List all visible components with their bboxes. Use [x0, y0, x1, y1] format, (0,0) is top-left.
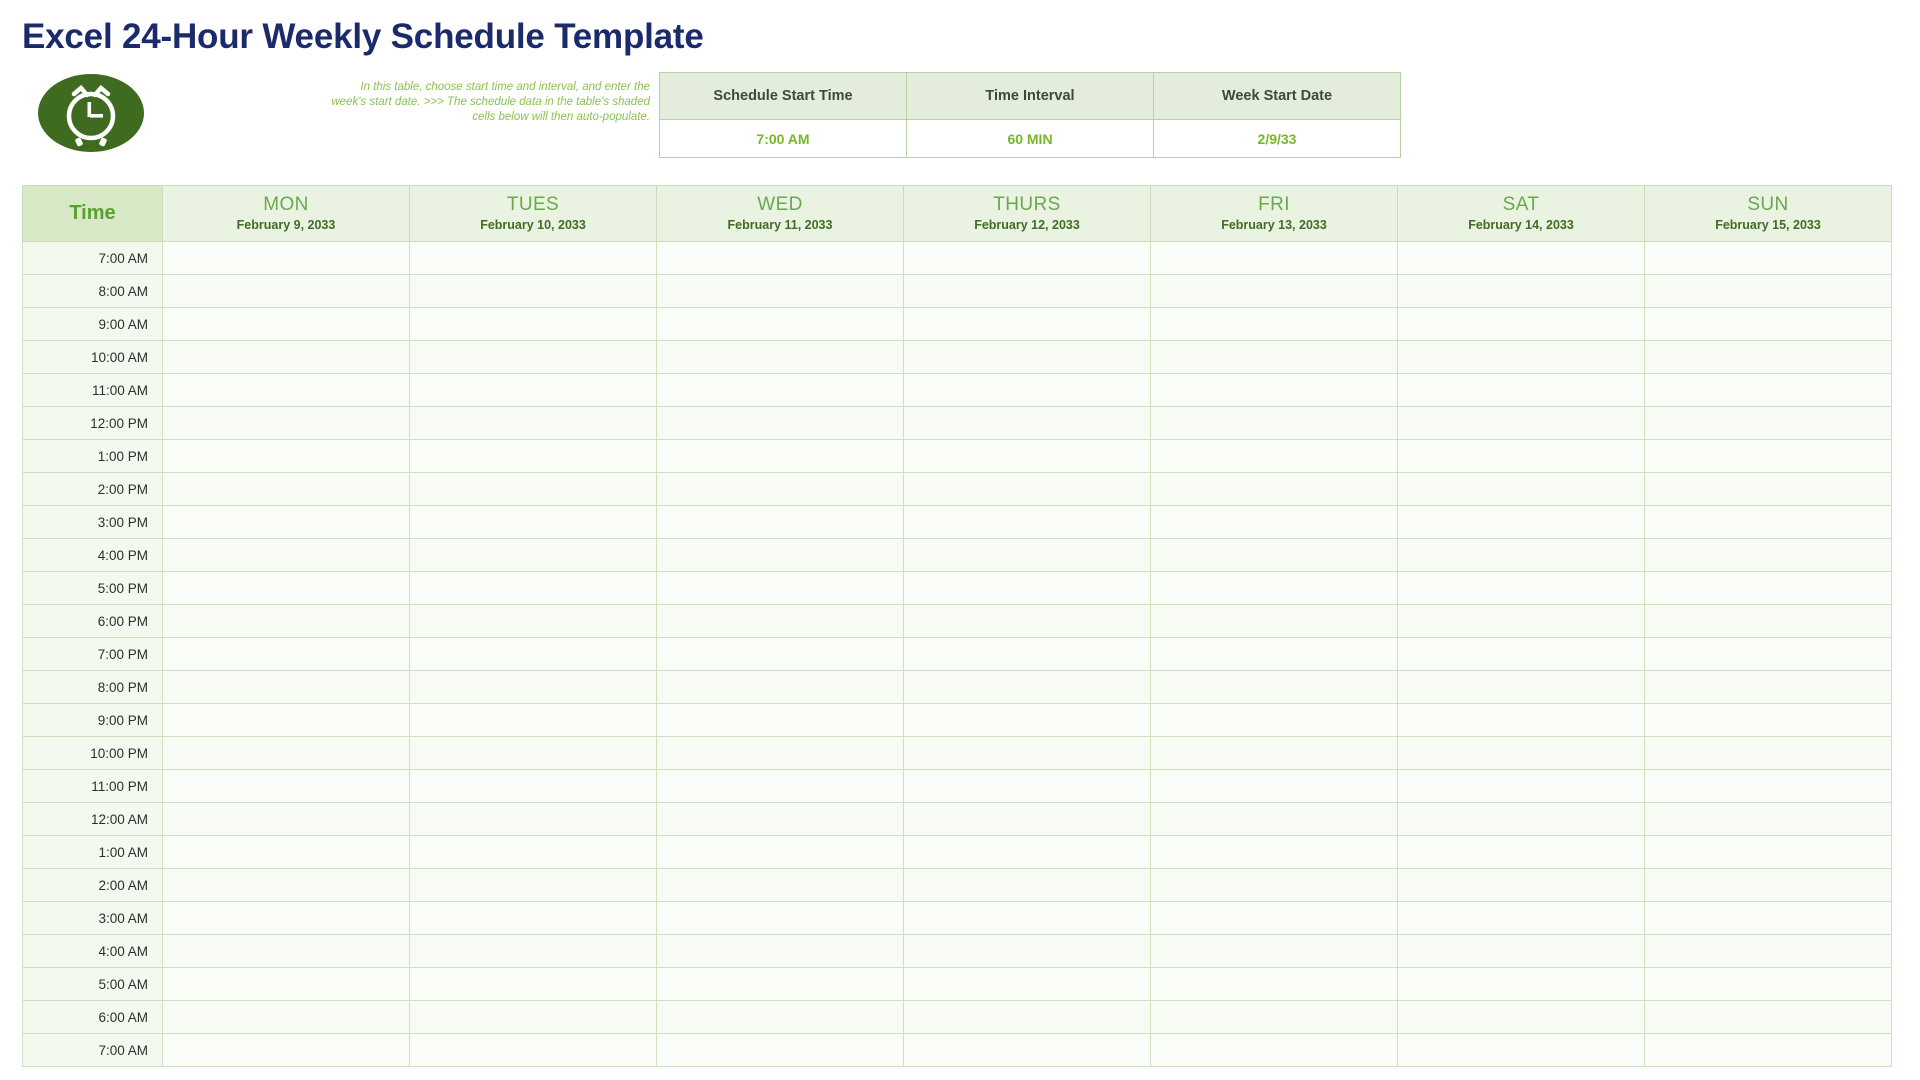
schedule-slot[interactable]	[657, 1034, 904, 1067]
time-label: 11:00 PM	[23, 770, 163, 803]
day-name-fri: FRI	[1258, 194, 1290, 216]
schedule-slot[interactable]	[1645, 473, 1892, 506]
schedule-slot[interactable]	[410, 770, 657, 803]
schedule-slot[interactable]	[1398, 440, 1645, 473]
schedule-slot[interactable]	[1398, 374, 1645, 407]
schedule-slot[interactable]	[1151, 1001, 1398, 1034]
schedule-slot[interactable]	[1398, 407, 1645, 440]
day-date-fri: February 13, 2033	[1221, 217, 1327, 232]
schedule-slot[interactable]	[1398, 638, 1645, 671]
schedule-slot[interactable]	[904, 968, 1151, 1001]
table-row	[23, 803, 1892, 836]
schedule-slot[interactable]	[1151, 473, 1398, 506]
schedule-slot[interactable]	[657, 539, 904, 572]
schedule-slot[interactable]	[904, 605, 1151, 638]
schedule-slot[interactable]	[904, 440, 1151, 473]
day-name-mon: MON	[263, 194, 309, 216]
schedule-slot[interactable]	[163, 275, 410, 308]
day-header-mon	[163, 186, 410, 242]
schedule-slot[interactable]	[410, 803, 657, 836]
schedule-slot[interactable]	[904, 1001, 1151, 1034]
schedule-slot[interactable]	[657, 572, 904, 605]
schedule-slot[interactable]	[1645, 803, 1892, 836]
schedule-slot[interactable]	[904, 704, 1151, 737]
day-date-sat: February 14, 2033	[1468, 217, 1574, 232]
time-label: 5:00 PM	[23, 572, 163, 605]
settings-header-interval: Time Interval	[907, 73, 1154, 120]
schedule-slot[interactable]	[163, 1001, 410, 1034]
schedule-slot[interactable]	[1645, 1034, 1892, 1067]
schedule-slot[interactable]	[1398, 869, 1645, 902]
time-label: 11:00 AM	[23, 374, 163, 407]
time-label: 7:00 PM	[23, 638, 163, 671]
schedule-slot[interactable]	[657, 737, 904, 770]
schedule-slot[interactable]	[657, 1001, 904, 1034]
schedule-slot[interactable]	[410, 275, 657, 308]
schedule-slot[interactable]	[904, 407, 1151, 440]
schedule-slot[interactable]	[1398, 605, 1645, 638]
schedule-slot[interactable]	[163, 1034, 410, 1067]
time-label: 4:00 PM	[23, 539, 163, 572]
table-row	[23, 671, 1892, 704]
day-name-sat: SAT	[1502, 194, 1540, 216]
schedule-slot[interactable]	[163, 506, 410, 539]
table-row	[23, 902, 1892, 935]
schedule-slot[interactable]	[1645, 440, 1892, 473]
schedule-slot[interactable]	[1151, 275, 1398, 308]
time-label: 6:00 AM	[23, 1001, 163, 1034]
schedule-slot[interactable]	[1151, 770, 1398, 803]
schedule-slot[interactable]	[1398, 737, 1645, 770]
time-label: 1:00 AM	[23, 836, 163, 869]
settings-header-row	[660, 73, 1401, 120]
table-row	[23, 407, 1892, 440]
day-date-thurs: February 12, 2033	[974, 217, 1080, 232]
time-label: 1:00 PM	[23, 440, 163, 473]
time-label: 6:00 PM	[23, 605, 163, 638]
schedule-slot[interactable]	[657, 671, 904, 704]
schedule-slot[interactable]	[1398, 770, 1645, 803]
schedule-slot[interactable]	[904, 308, 1151, 341]
table-row	[23, 737, 1892, 770]
day-header-fri	[1151, 186, 1398, 242]
schedule-slot[interactable]	[410, 242, 657, 275]
schedule-slot[interactable]	[1398, 704, 1645, 737]
schedule-slot[interactable]	[1645, 242, 1892, 275]
schedule-slot[interactable]	[904, 803, 1151, 836]
schedule-slot[interactable]	[1151, 572, 1398, 605]
table-row	[23, 638, 1892, 671]
schedule-slot[interactable]	[410, 440, 657, 473]
schedule-slot[interactable]	[410, 968, 657, 1001]
time-label: 5:00 AM	[23, 968, 163, 1001]
schedule-slot[interactable]	[1398, 803, 1645, 836]
schedule-slot[interactable]	[1151, 968, 1398, 1001]
schedule-slot[interactable]	[1398, 935, 1645, 968]
schedule-slot[interactable]	[163, 605, 410, 638]
schedule-slot[interactable]	[1398, 671, 1645, 704]
schedule-slot[interactable]	[904, 836, 1151, 869]
schedule-slot[interactable]	[410, 836, 657, 869]
schedule-slot[interactable]	[1151, 704, 1398, 737]
table-row	[23, 605, 1892, 638]
schedule-slot[interactable]	[1151, 836, 1398, 869]
schedule-slot[interactable]	[1645, 308, 1892, 341]
table-row	[23, 869, 1892, 902]
time-label: 10:00 PM	[23, 737, 163, 770]
schedule-slot[interactable]	[1398, 473, 1645, 506]
schedule-slot[interactable]	[410, 1001, 657, 1034]
schedule-slot[interactable]	[904, 242, 1151, 275]
settings-header-start-time: Schedule Start Time	[660, 73, 907, 120]
table-row	[23, 935, 1892, 968]
time-label: 8:00 PM	[23, 671, 163, 704]
schedule-slot[interactable]	[1398, 275, 1645, 308]
day-header-wed	[657, 186, 904, 242]
schedule-slot[interactable]	[410, 869, 657, 902]
schedule-slot[interactable]	[163, 770, 410, 803]
schedule-slot[interactable]	[1398, 836, 1645, 869]
schedule-slot[interactable]	[410, 737, 657, 770]
time-label: 8:00 AM	[23, 275, 163, 308]
schedule-slot[interactable]	[657, 242, 904, 275]
instructions-note: In this table, choose start time and interval, and enter the week's start date. >>> The schedule data in the table's shaded cells below will then auto-populate.	[331, 81, 650, 124]
schedule-slot[interactable]	[1645, 869, 1892, 902]
schedule-slot[interactable]	[1151, 440, 1398, 473]
schedule-slot[interactable]	[904, 671, 1151, 704]
schedule-slot[interactable]	[657, 869, 904, 902]
schedule-slot[interactable]	[1645, 374, 1892, 407]
schedule-slot[interactable]	[904, 341, 1151, 374]
schedule-slot[interactable]	[1645, 737, 1892, 770]
schedule-slot[interactable]	[163, 539, 410, 572]
schedule-slot[interactable]	[904, 1034, 1151, 1067]
table-row	[23, 836, 1892, 869]
schedule-slot[interactable]	[410, 473, 657, 506]
schedule-slot[interactable]	[163, 374, 410, 407]
schedule-slot[interactable]	[1151, 374, 1398, 407]
schedule-slot[interactable]	[163, 572, 410, 605]
schedule-slot[interactable]	[1398, 308, 1645, 341]
schedule-slot[interactable]	[1398, 242, 1645, 275]
schedule-slot[interactable]	[1151, 737, 1398, 770]
week-start-date-value[interactable]: 2/9/33	[1154, 120, 1401, 158]
day-date-sun: February 15, 2033	[1715, 217, 1821, 232]
day-date-tues: February 10, 2033	[480, 217, 586, 232]
time-label: 7:00 AM	[23, 1034, 163, 1067]
time-label: 2:00 PM	[23, 473, 163, 506]
alarm-clock-icon	[36, 72, 146, 154]
schedule-slot[interactable]	[657, 704, 904, 737]
time-label: 9:00 AM	[23, 308, 163, 341]
schedule-slot[interactable]	[1151, 242, 1398, 275]
table-row	[23, 374, 1892, 407]
time-column-header: Time	[23, 186, 163, 242]
settings-header-week-start: Week Start Date	[1154, 73, 1401, 120]
schedule-slot[interactable]	[1645, 407, 1892, 440]
schedule-slot[interactable]	[904, 473, 1151, 506]
schedule-slot[interactable]	[657, 440, 904, 473]
time-interval-value[interactable]: 60 MIN	[907, 120, 1154, 158]
schedule-slot[interactable]	[1645, 902, 1892, 935]
schedule-slot[interactable]	[410, 539, 657, 572]
day-date-wed: February 11, 2033	[727, 217, 833, 232]
schedule-slot[interactable]	[1398, 902, 1645, 935]
table-row	[23, 572, 1892, 605]
table-row	[23, 1034, 1892, 1067]
schedule-slot[interactable]	[1398, 1001, 1645, 1034]
schedule-slot[interactable]	[1645, 770, 1892, 803]
schedule-slot[interactable]	[410, 374, 657, 407]
schedule-slot[interactable]	[1151, 308, 1398, 341]
schedule-slot[interactable]	[163, 407, 410, 440]
schedule-slot[interactable]	[163, 473, 410, 506]
schedule-slot[interactable]	[657, 473, 904, 506]
schedule-slot[interactable]	[657, 506, 904, 539]
schedule-slot[interactable]	[163, 869, 410, 902]
schedule-slot[interactable]	[1151, 638, 1398, 671]
table-row	[23, 308, 1892, 341]
schedule-slot[interactable]	[1398, 1034, 1645, 1067]
schedule-slot[interactable]	[410, 572, 657, 605]
schedule-slot[interactable]	[657, 275, 904, 308]
schedule-slot[interactable]	[657, 836, 904, 869]
schedule-slot[interactable]	[163, 737, 410, 770]
schedule-slot[interactable]	[1151, 407, 1398, 440]
schedule-slot[interactable]	[410, 704, 657, 737]
schedule-slot[interactable]	[904, 869, 1151, 902]
day-header-sat	[1398, 186, 1645, 242]
schedule-slot[interactable]	[410, 671, 657, 704]
schedule-slot[interactable]	[1645, 275, 1892, 308]
day-header-sun	[1645, 186, 1892, 242]
schedule-start-time-value[interactable]: 7:00 AM	[660, 120, 907, 158]
schedule-slot[interactable]	[163, 968, 410, 1001]
day-name-thurs: THURS	[993, 194, 1061, 216]
schedule-slot[interactable]	[1645, 836, 1892, 869]
schedule-slot[interactable]	[657, 935, 904, 968]
table-row	[23, 1001, 1892, 1034]
schedule-slot[interactable]	[410, 308, 657, 341]
table-row	[23, 440, 1892, 473]
table-row	[23, 704, 1892, 737]
schedule-slot[interactable]	[1151, 935, 1398, 968]
table-row	[23, 341, 1892, 374]
schedule-slot[interactable]	[1645, 572, 1892, 605]
schedule-slot[interactable]	[904, 572, 1151, 605]
schedule-slot[interactable]	[410, 935, 657, 968]
time-label: 7:00 AM	[23, 242, 163, 275]
time-label: 3:00 PM	[23, 506, 163, 539]
schedule-slot[interactable]	[1398, 968, 1645, 1001]
schedule-slot[interactable]	[163, 836, 410, 869]
schedule-slot[interactable]	[904, 935, 1151, 968]
settings-value-row	[660, 120, 1401, 158]
schedule-slot[interactable]	[657, 638, 904, 671]
page-title: Excel 24-Hour Weekly Schedule Template	[22, 17, 704, 56]
schedule-slot[interactable]	[410, 605, 657, 638]
schedule-body	[23, 242, 1892, 1067]
time-label: 3:00 AM	[23, 902, 163, 935]
schedule-slot[interactable]	[1645, 539, 1892, 572]
schedule-slot[interactable]	[410, 638, 657, 671]
day-header-tues	[410, 186, 657, 242]
schedule-slot[interactable]	[163, 671, 410, 704]
schedule-slot[interactable]	[410, 341, 657, 374]
table-row	[23, 506, 1892, 539]
schedule-slot[interactable]	[163, 704, 410, 737]
schedule-slot[interactable]	[1645, 605, 1892, 638]
schedule-slot[interactable]	[1645, 638, 1892, 671]
schedule-slot[interactable]	[1151, 605, 1398, 638]
table-row	[23, 539, 1892, 572]
weekly-schedule-table	[22, 185, 1892, 1067]
schedule-slot[interactable]	[1151, 539, 1398, 572]
day-header-thurs	[904, 186, 1151, 242]
settings-table	[659, 72, 1401, 158]
schedule-slot[interactable]	[1398, 341, 1645, 374]
schedule-slot[interactable]	[1645, 935, 1892, 968]
schedule-header-row	[23, 186, 1892, 242]
schedule-slot[interactable]	[1151, 869, 1398, 902]
schedule-slot[interactable]	[904, 374, 1151, 407]
table-row	[23, 275, 1892, 308]
schedule-slot[interactable]	[904, 737, 1151, 770]
table-row	[23, 473, 1892, 506]
schedule-slot[interactable]	[410, 506, 657, 539]
schedule-slot[interactable]	[1151, 1034, 1398, 1067]
table-row	[23, 968, 1892, 1001]
schedule-slot[interactable]	[163, 935, 410, 968]
schedule-slot[interactable]	[410, 407, 657, 440]
schedule-slot[interactable]	[163, 440, 410, 473]
schedule-slot[interactable]	[163, 902, 410, 935]
time-label: 10:00 AM	[23, 341, 163, 374]
schedule-slot[interactable]	[904, 638, 1151, 671]
time-label: 9:00 PM	[23, 704, 163, 737]
schedule-slot[interactable]	[1151, 803, 1398, 836]
schedule-slot[interactable]	[904, 506, 1151, 539]
schedule-slot[interactable]	[1645, 341, 1892, 374]
schedule-slot[interactable]	[1151, 902, 1398, 935]
schedule-slot[interactable]	[410, 902, 657, 935]
day-name-tues: TUES	[506, 194, 560, 216]
schedule-slot[interactable]	[904, 539, 1151, 572]
schedule-slot[interactable]	[657, 407, 904, 440]
schedule-slot[interactable]	[1645, 1001, 1892, 1034]
schedule-slot[interactable]	[1645, 968, 1892, 1001]
schedule-slot[interactable]	[904, 770, 1151, 803]
schedule-slot[interactable]	[1645, 704, 1892, 737]
schedule-slot[interactable]	[163, 803, 410, 836]
schedule-slot[interactable]	[1151, 506, 1398, 539]
schedule-slot[interactable]	[904, 275, 1151, 308]
time-label: 12:00 AM	[23, 803, 163, 836]
schedule-slot[interactable]	[410, 1034, 657, 1067]
time-label: 4:00 AM	[23, 935, 163, 968]
schedule-slot[interactable]	[657, 902, 904, 935]
schedule-slot[interactable]	[657, 968, 904, 1001]
schedule-slot[interactable]	[657, 605, 904, 638]
day-date-mon: February 9, 2033	[236, 217, 336, 232]
schedule-slot[interactable]	[163, 242, 410, 275]
time-label: 12:00 PM	[23, 407, 163, 440]
schedule-slot[interactable]	[1151, 341, 1398, 374]
schedule-slot[interactable]	[1398, 539, 1645, 572]
schedule-slot[interactable]	[1645, 671, 1892, 704]
table-row	[23, 242, 1892, 275]
schedule-slot[interactable]	[657, 374, 904, 407]
schedule-slot[interactable]	[1398, 506, 1645, 539]
day-name-wed: WED	[757, 194, 803, 216]
day-name-sun: SUN	[1747, 194, 1789, 216]
time-label: 2:00 AM	[23, 869, 163, 902]
schedule-slot[interactable]	[163, 341, 410, 374]
schedule-slot[interactable]	[1398, 572, 1645, 605]
table-row	[23, 770, 1892, 803]
schedule-slot[interactable]	[657, 770, 904, 803]
schedule-slot[interactable]	[657, 803, 904, 836]
schedule-slot[interactable]	[657, 341, 904, 374]
schedule-slot[interactable]	[657, 308, 904, 341]
schedule-slot[interactable]	[904, 902, 1151, 935]
schedule-slot[interactable]	[1645, 506, 1892, 539]
schedule-slot[interactable]	[163, 308, 410, 341]
schedule-slot[interactable]	[163, 638, 410, 671]
schedule-slot[interactable]	[1151, 671, 1398, 704]
